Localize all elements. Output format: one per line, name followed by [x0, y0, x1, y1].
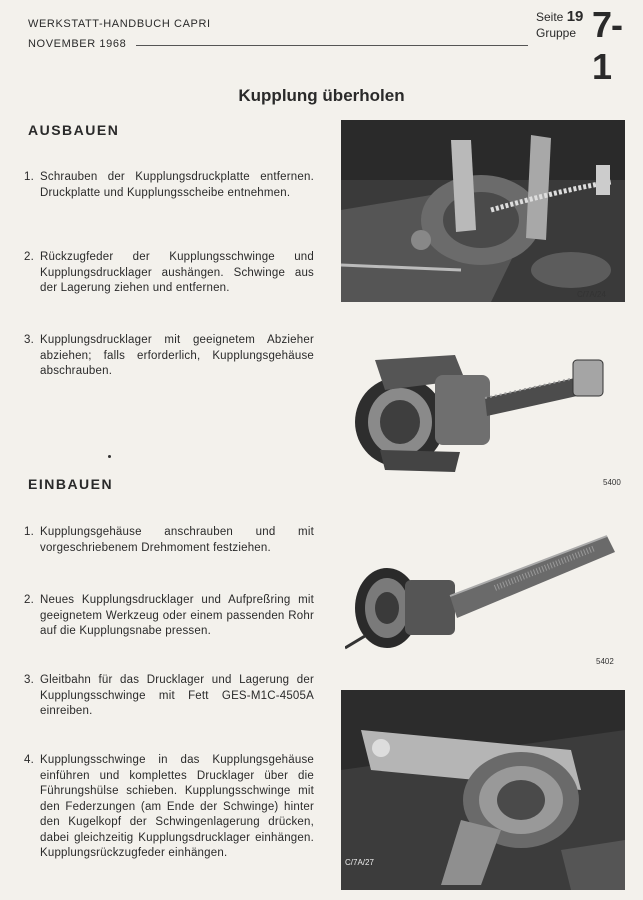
issue-date: NOVEMBER 1968: [28, 38, 127, 50]
header-right: [536, 4, 640, 87]
figure-caption-4: C/7A/27: [345, 858, 374, 867]
photo-bearing-press-tool: [345, 518, 625, 653]
step-text: Rückzugfeder der Kupplungsschwinge und Kupplungsdrucklager aushängen. Schwinge aus der Lagerung ziehen und entfernen.: [40, 251, 314, 294]
seite-label: Seite: [536, 10, 564, 24]
section-heading-einbauen: EINBAUEN: [28, 476, 114, 492]
header-left: [28, 14, 211, 54]
step-number: 2.: [24, 251, 34, 263]
page-title: Kupplung überholen: [238, 86, 405, 105]
section-heading-ausbauen: AUSBAUEN: [28, 122, 120, 138]
figure-caption-2: 5400: [603, 478, 621, 487]
step-text: Gleitbahn für das Drucklager und Lagerung der Kupplungsschwinge mit Fett GES-M1C-4505A einreiben.: [40, 674, 314, 717]
figure-caption-1: C/7A/24: [577, 290, 606, 299]
step-number: 2.: [24, 594, 34, 606]
step-number: 1.: [24, 526, 34, 538]
group-number: 7-1: [592, 4, 623, 87]
step-einbauen-4: [24, 753, 314, 862]
seite-number: 19: [566, 8, 584, 25]
group-label: Gruppe: [536, 26, 577, 40]
step-number: 4.: [24, 754, 34, 766]
photo-clutch-release-removal: [341, 120, 625, 302]
step-text: Kupplungsschwinge in das Kupplungsgehäuse einführen und komplettes Drucklager über die Führungshülse schieben. Kupplungsschwinge mit den Federzungen (am Ende der Schwinge) hinter den Kugelkopf der Schwingenlagerung drücken, dabei gleichzeitig Kupplungsdrucklager einhängen. Kupplungsrückzugfeder einhängen.: [40, 754, 314, 859]
step-ausbauen-3: [24, 333, 314, 380]
stray-dot: [108, 455, 111, 458]
step-text: Neues Kupplungsdrucklager und Aufpreßring mit geeignetem Werkzeug oder einem passenden Rohr auf die Kupplungsnabe pressen.: [40, 594, 314, 637]
step-einbauen-2: [24, 593, 314, 640]
step-ausbauen-2: [24, 250, 314, 297]
page-number: [536, 8, 583, 25]
step-number: 3.: [24, 674, 34, 686]
photo-release-fork-installation: [341, 690, 625, 890]
step-text: Schrauben der Kupplungsdruckplatte entfernen. Druckplatte und Kupplungsscheibe entnehmen.: [40, 171, 314, 199]
step-ausbauen-1: [24, 170, 314, 201]
header-rule: [136, 45, 528, 46]
step-einbauen-1: [24, 525, 314, 556]
step-text: Kupplungsdrucklager mit geeignetem Abzieher abziehen; falls erforderlich, Kupplungsgehäuse abschrauben.: [40, 334, 314, 377]
step-number: 3.: [24, 334, 34, 346]
photo-bearing-puller: [345, 340, 625, 480]
step-number: 1.: [24, 171, 34, 183]
figure-caption-3: 5402: [596, 657, 614, 666]
step-einbauen-3: [24, 673, 314, 720]
step-text: Kupplungsgehäuse anschrauben und mit vorgeschriebenem Drehmoment festziehen.: [40, 526, 314, 554]
manual-title: WERKSTATT-HANDBUCH CAPRI: [28, 18, 211, 30]
